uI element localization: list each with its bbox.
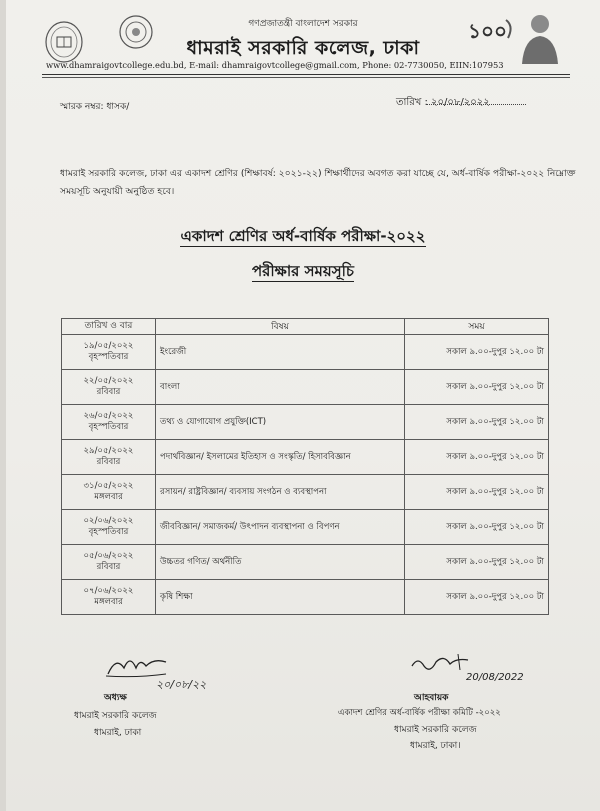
header-date-day: তারিখ ও বার bbox=[62, 319, 156, 335]
contact-line: www.dhamraigovtcollege.edu.bd, E-mail: dhamraigovtcollege@gmail.com, Phone: 02-7730050, EIIN:107953 bbox=[46, 60, 504, 70]
row-date-day bbox=[62, 370, 156, 405]
table-header-row bbox=[62, 319, 549, 335]
row-day: বৃহস্পতিবার bbox=[88, 352, 129, 362]
row-subject: বাংলা bbox=[156, 370, 405, 405]
table-row bbox=[62, 580, 549, 615]
row-day: রবিবার bbox=[96, 457, 121, 467]
row-time: সকাল ৯.০০-দুপুর ১২.০০ টা bbox=[405, 335, 549, 370]
row-time: সকাল ৯.০০-দুপুর ১২.০০ টা bbox=[405, 440, 549, 475]
row-time: সকাল ৯.০০-দুপুর ১২.০০ টা bbox=[405, 475, 549, 510]
row-subject: তথ্য ও যোগাযোগ প্রযুক্তি(ICT) bbox=[156, 405, 405, 440]
principal-location: ধামরাই, ঢাকা bbox=[94, 728, 142, 738]
date-underline bbox=[426, 104, 526, 105]
table-row bbox=[62, 510, 549, 545]
schedule-title-text: পরীক্ষার সময়সূচি bbox=[251, 262, 355, 280]
exam-title bbox=[6, 225, 600, 250]
table-row bbox=[62, 440, 549, 475]
row-time: সকাল ৯.০০-দুপুর ১২.০০ টা bbox=[405, 510, 549, 545]
row-date: ২২/০৫/২০২২ bbox=[83, 376, 134, 386]
row-date-day bbox=[62, 405, 156, 440]
row-date-day bbox=[62, 510, 156, 545]
convener-college: ধামরাই সরকারি কলেজ bbox=[394, 725, 477, 735]
row-subject: উচ্চতর গণিত/ অর্থনীতি bbox=[156, 545, 405, 580]
row-day: বৃহস্পতিবার bbox=[88, 527, 129, 537]
table-row bbox=[62, 475, 549, 510]
row-date-day bbox=[62, 545, 156, 580]
row-time: সকাল ৯.০০-দুপুর ১২.০০ টা bbox=[405, 545, 549, 580]
principal-title: অধ্যক্ষ bbox=[104, 693, 127, 703]
notice-body: ধামরাই সরকারি কলেজ, ঢাকা এর একাদশ শ্রেণির (শিক্ষাবর্ষ: ২০২১-২২) শিক্ষার্থীদের অবগত করা যাচ্ছে যে, অর্ধ-বার্ষিক পরীক্ষা-২০২২ নিম্নোক্ত সময়সূচি অনুযায়ী অনুষ্ঠিত হবে। bbox=[60, 168, 576, 197]
government-title: গণপ্রজাতন্ত্রী বাংলাদেশ সরকার bbox=[248, 19, 358, 29]
row-date: ০৫/০৬/২০২২ bbox=[83, 551, 134, 561]
exam-schedule-table bbox=[61, 318, 549, 615]
principal-sign-date: ২০/০৮/২২ bbox=[156, 678, 207, 691]
exam-title-text: একাদশ শ্রেণির অর্ধ-বার্ষিক পরীক্ষা-২০২২ bbox=[180, 227, 426, 245]
header-time: সময় bbox=[405, 319, 549, 335]
row-subject: পদার্থবিজ্ঞান/ ইসলামের ইতিহাস ও সংস্কৃতি/ হিসাববিজ্ঞান bbox=[156, 440, 405, 475]
row-date-day bbox=[62, 475, 156, 510]
header-divider-thin bbox=[42, 77, 570, 78]
memo-number: স্মারক নম্বর: ধাসক/ bbox=[60, 102, 130, 112]
convener-committee: একাদশ শ্রেণির অর্ধ-বার্ষিক পরীক্ষা কমিটি -২০২২ bbox=[338, 708, 501, 718]
table-row bbox=[62, 405, 549, 440]
row-time: সকাল ৯.০০-দুপুর ১২.০০ টা bbox=[405, 580, 549, 615]
row-subject: জীববিজ্ঞান/ সমাজকর্ম/ উৎপাদন ব্যবস্থাপনা ও বিপণন bbox=[156, 510, 405, 545]
row-day: বৃহস্পতিবার bbox=[88, 422, 129, 432]
notice-date: তারিখ : ২০/০৮/২০২২ bbox=[396, 97, 490, 108]
row-time: সকাল ৯.০০-দুপুর ১২.০০ টা bbox=[405, 370, 549, 405]
row-date: ০২/০৬/২০২২ bbox=[83, 516, 134, 526]
row-day: রবিবার bbox=[96, 562, 121, 572]
row-subject: ইংরেজী bbox=[156, 335, 405, 370]
row-day: মঙ্গলবার bbox=[94, 492, 123, 502]
schedule-title bbox=[6, 260, 600, 285]
row-subject: কৃষি শিক্ষা bbox=[156, 580, 405, 615]
table-row bbox=[62, 335, 549, 370]
row-date: ৩১/০৫/২০২২ bbox=[83, 481, 134, 491]
convener-title: আহবায়ক bbox=[414, 693, 449, 703]
header-divider bbox=[42, 74, 570, 75]
row-time: সকাল ৯.০০-দুপুর ১২.০০ টা bbox=[405, 405, 549, 440]
row-date: ১৯/০৫/২০২২ bbox=[83, 341, 134, 351]
row-date-day bbox=[62, 440, 156, 475]
notice-page bbox=[6, 0, 600, 811]
row-day: মঙ্গলবার bbox=[94, 597, 123, 607]
row-day: রবিবার bbox=[96, 387, 121, 397]
row-date-day bbox=[62, 335, 156, 370]
row-subject: রসায়ন/ রাষ্ট্রবিজ্ঞান/ ব্যবসায় সংগঠন ও ব্যবস্থাপনা bbox=[156, 475, 405, 510]
row-date: ২৯/০৫/২০২২ bbox=[83, 446, 134, 456]
convener-location: ধামরাই, ঢাকা। bbox=[410, 741, 461, 751]
svg-text:১০০: ১০০ bbox=[468, 19, 507, 43]
header-subject: বিষয় bbox=[156, 319, 405, 335]
row-date: ২৬/০৫/২০২২ bbox=[83, 411, 134, 421]
table-row bbox=[62, 545, 549, 580]
row-date-day bbox=[62, 580, 156, 615]
row-date: ০৭/০৬/২০২২ bbox=[83, 586, 134, 596]
table-row bbox=[62, 370, 549, 405]
principal-college: ধামরাই সরকারি কলেজ bbox=[74, 711, 157, 721]
convener-sign-date: 20/08/2022 bbox=[466, 672, 524, 683]
college-name: ধামরাই সরকারি কলেজ, ঢাকা bbox=[186, 37, 420, 59]
